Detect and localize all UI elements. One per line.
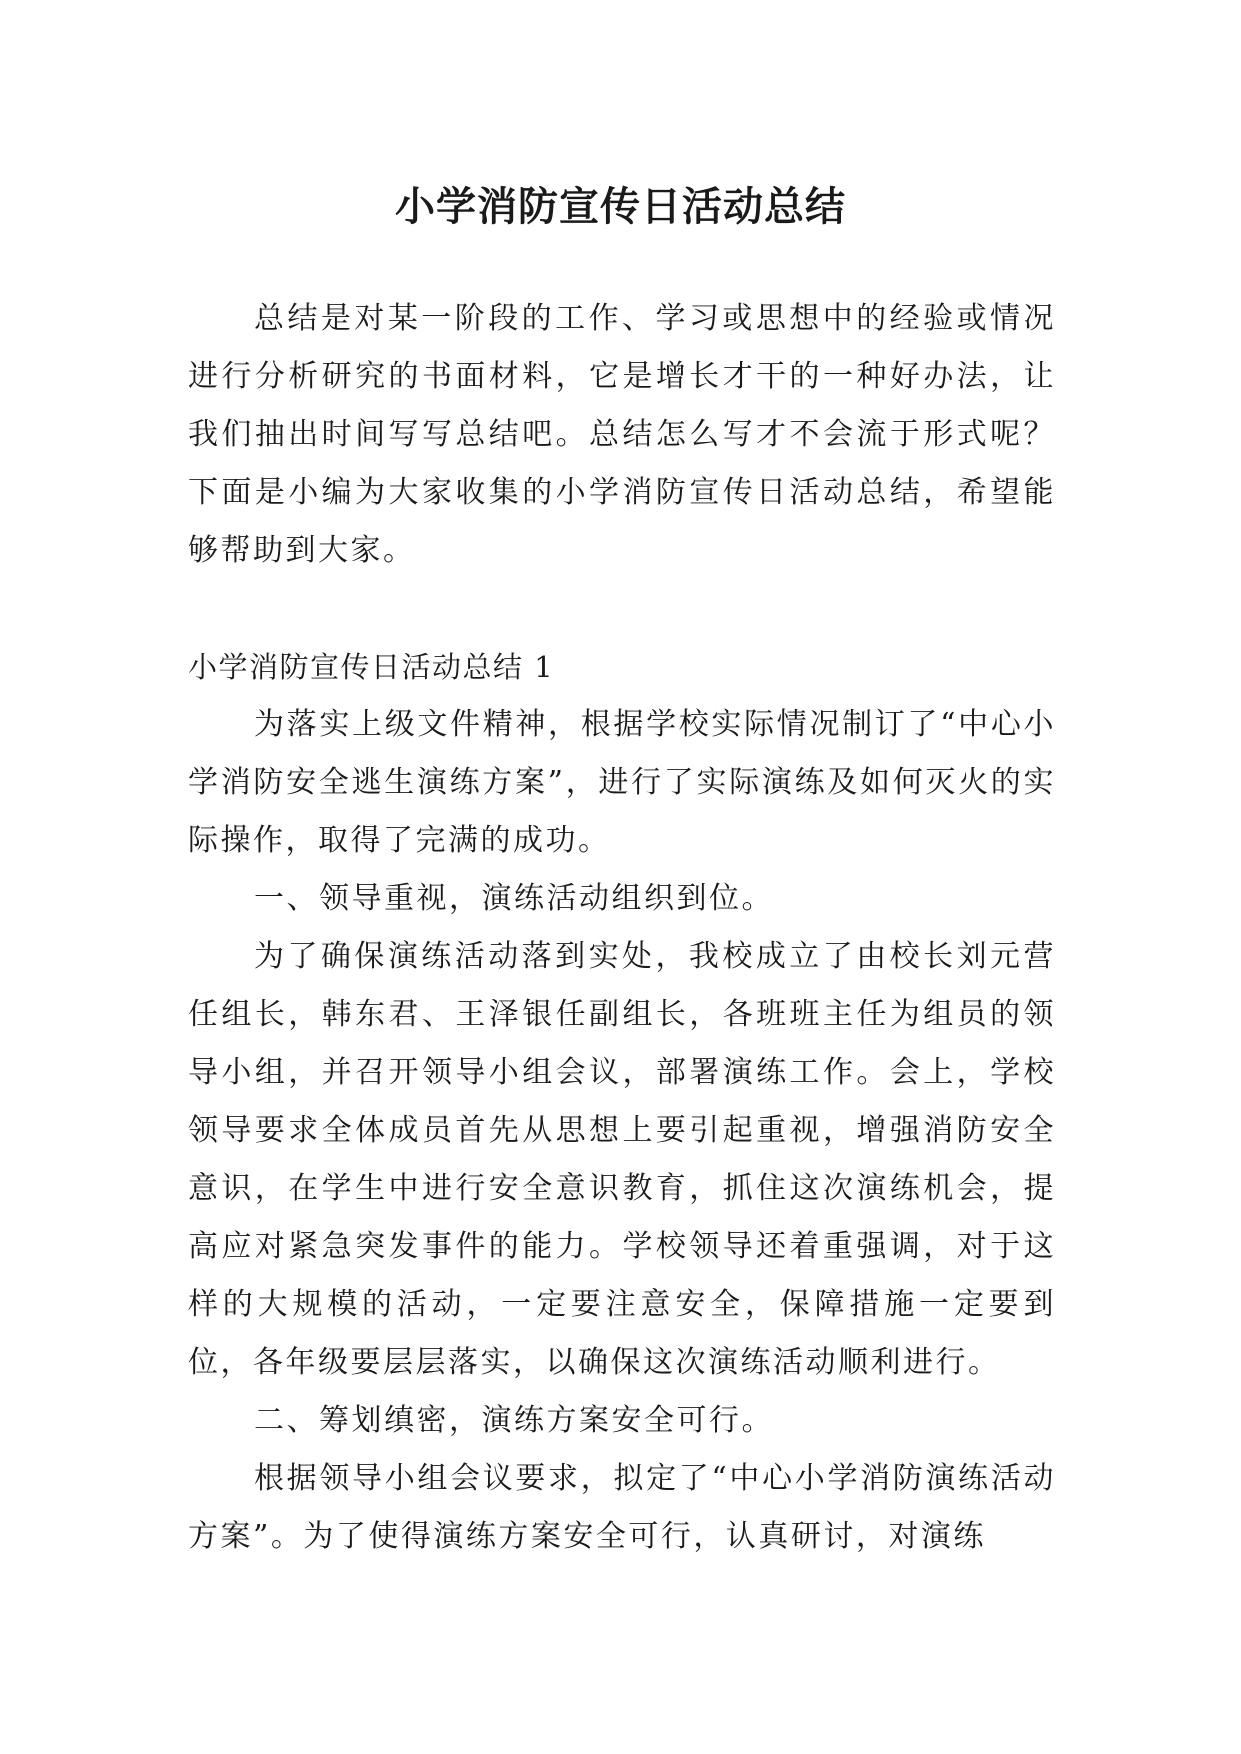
section-point-heading: 二、筹划缜密，演练方案安全可行。 xyxy=(254,1403,774,1438)
intro-paragraph: 总结是对某一阶段的工作、学习或思想中的经验或情况进行分析研究的书面材料，它是增长才干的一种好办法，让我们抽出时间写写总结吧。总结怎么写才不会流于形式呢？下面是小编为大家收集的小学消防宣传日活动总结，希望能够帮助到大家。 xyxy=(188,301,1056,568)
body-paragraph: 为了确保演练活动落到实处，我校成立了由校长刘元营任组长，韩东君、王泽银任副组长，各班班主任为组员的领导小组，并召开领导小组会议，部署演练工作。会上，学校领导要求全体成员首先从思想上要引起重视，增强消防安全意识，在学生中进行安全意识教育，抓住这次演练机会，提高应对紧急突发事件的能力。学校领导还着重强调，对于这样的大规模的活动，一定要注意安全，保障措施一定要到位，各年级要层层落实，以确保这次演练活动顺利进行。 xyxy=(188,939,1056,1380)
body-paragraph: 为落实上级文件精神，根据学校实际情况制订了“中心小学消防安全逃生演练方案”，进行了实际演练及如何灭火的实际操作，取得了完满的成功。 xyxy=(188,707,1056,858)
document-body xyxy=(188,290,1056,1566)
body-paragraph: 根据领导小组会议要求，拟定了“中心小学消防演练活动方案”。为了使得演练方案安全可行，认真研讨，对演练 xyxy=(188,1461,1056,1554)
section-point-heading: 一、领导重视，演练活动组织到位。 xyxy=(254,881,774,916)
section-heading: 小学消防宣传日活动总结 1 xyxy=(188,650,555,684)
document-title: 小学消防宣传日活动总结 xyxy=(395,182,846,230)
